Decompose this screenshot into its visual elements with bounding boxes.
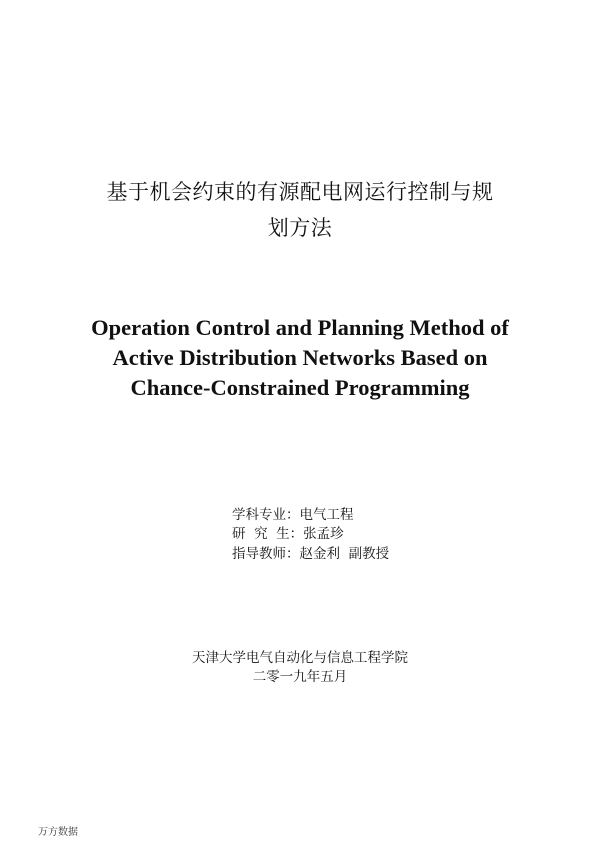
advisor-line: 指导教师：赵金利 副教授 <box>232 546 390 562</box>
chinese-title-line-2: 划方法 <box>267 216 333 240</box>
english-title-line-2: Active Distribution Networks Based on <box>112 345 488 370</box>
chinese-title-line-1: 基于机会约束的有源配电网运行控制与规 <box>106 180 494 204</box>
english-title-line-3: Chance-Constrained Programming <box>130 375 470 400</box>
major-line: 学科专业：电气工程 <box>232 507 354 523</box>
watermark-text: 万方数据 <box>38 827 78 838</box>
school-name: 天津大学电气自动化与信息工程学院 <box>192 650 408 666</box>
date-line: 二零一九年五月 <box>252 669 348 685</box>
student-line: 研 究 生：张孟珍 <box>232 526 344 542</box>
english-title-line-1: Operation Control and Planning Method of <box>91 315 509 340</box>
